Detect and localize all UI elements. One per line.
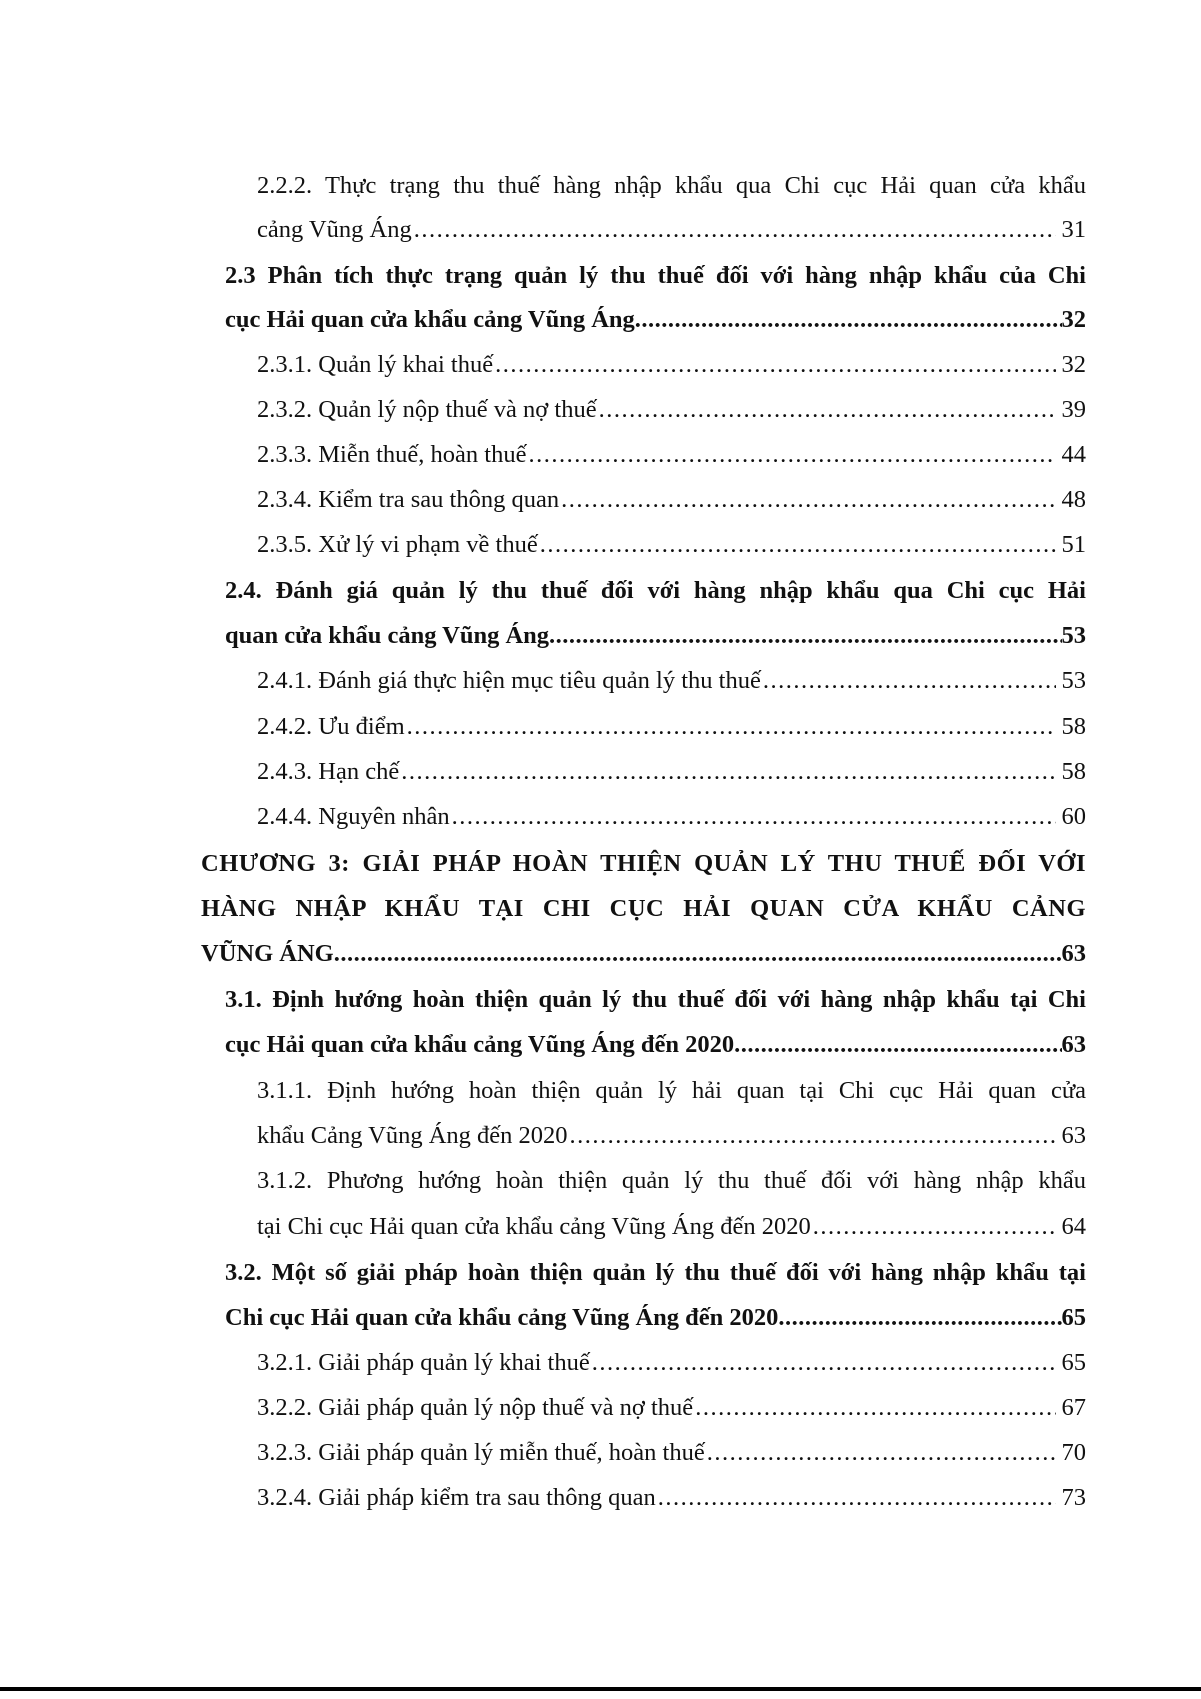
toc-entry-title: khẩu Cảng Vũng Áng đến 2020: [257, 1122, 568, 1149]
toc-entry-title: 2.3.5. Xử lý vi phạm về thuế: [257, 531, 538, 558]
dot-leader: [734, 1023, 1061, 1067]
dot-leader: [495, 343, 1055, 387]
toc-entry-title-line3: [201, 932, 1086, 976]
toc-page-number: 58: [1061, 758, 1086, 785]
toc-entry-title: cục Hải quan cửa khẩu cảng Vũng Áng: [225, 306, 635, 333]
toc-page-number: 65: [1061, 1349, 1086, 1376]
toc-page-number: 63: [1061, 940, 1086, 967]
toc-entry-title-line1: 3.1.1. Định hướng hoàn thiện quản lý hải quan tại Chi cục Hải quan cửa: [257, 1077, 1086, 1104]
toc-entry-title: 2.3.2. Quản lý nộp thuế và nợ thuế: [257, 396, 597, 423]
toc-entry-title: 2.4.4. Nguyên nhân: [257, 803, 450, 830]
toc-entry-title: 3.2.1. Giải pháp quản lý khai thuế: [257, 1349, 590, 1376]
toc-entry-title-line2: HÀNG NHẬP KHẨU TẠI CHI CỤC HẢI QUAN CỬA KHẨU CẢNG: [201, 895, 1086, 922]
dot-leader: [635, 298, 1062, 342]
toc-entry-title: quan cửa khẩu cảng Vũng Áng: [225, 622, 550, 649]
toc-page-number: 70: [1061, 1439, 1086, 1466]
toc-entry-title-line1: 3.1.2. Phương hướng hoàn thiện quản lý thu thuế đối với hàng nhập khẩu: [257, 1167, 1086, 1194]
toc-entry-title-line2: [225, 614, 1086, 658]
dot-leader: [452, 795, 1056, 839]
dot-leader: [599, 388, 1056, 432]
dot-leader: [407, 705, 1056, 749]
toc-entry-title-line2: [225, 1023, 1086, 1067]
toc-entry-title-line1: 2.3 Phân tích thực trạng quản lý thu thuế đối với hàng nhập khẩu của Chi: [225, 262, 1086, 289]
toc-entry-title-line1: 2.4. Đánh giá quản lý thu thuế đối với hàng nhập khẩu qua Chi cục Hải: [225, 577, 1086, 604]
toc-entry-title: 2.3.4. Kiểm tra sau thông quan: [257, 486, 560, 513]
toc-entry-title-line2: [257, 208, 1086, 252]
toc-entry-title: Chi cục Hải quan cửa khẩu cảng Vũng Áng đến 2020: [225, 1304, 779, 1331]
dot-leader: [695, 1386, 1055, 1430]
toc-page-number: 32: [1061, 306, 1086, 333]
dot-leader: [592, 1341, 1056, 1385]
dot-leader: [334, 932, 1062, 976]
toc-page-number: 58: [1061, 713, 1086, 740]
toc-page-number: 31: [1061, 216, 1086, 243]
toc-page-number: 67: [1061, 1394, 1086, 1421]
toc-entry-title: 2.3.3. Miễn thuế, hoàn thuế: [257, 441, 527, 468]
dot-leader: [570, 1114, 1056, 1158]
toc-page-number: 63: [1061, 1122, 1086, 1149]
toc-entry-title-line2: [257, 1114, 1086, 1158]
toc-entry-title: 3.2.3. Giải pháp quản lý miễn thuế, hoàn thuế: [257, 1439, 705, 1466]
toc-page-number: 64: [1061, 1213, 1086, 1240]
toc-entry-title: 2.4.2. Ưu điểm: [257, 713, 405, 740]
toc-entry-title-line2: [225, 1296, 1086, 1340]
dot-leader: [540, 523, 1056, 567]
toc-page-number: 32: [1061, 351, 1086, 378]
toc-entry-title: 3.2.2. Giải pháp quản lý nộp thuế và nợ thuế: [257, 1394, 694, 1421]
toc-entry-title: 2.3.1. Quản lý khai thuế: [257, 351, 494, 378]
dot-leader: [561, 478, 1055, 522]
page-bottom-edge: [0, 1687, 1201, 1691]
toc-page-number: 63: [1061, 1031, 1086, 1058]
dot-leader: [763, 659, 1056, 703]
toc-entry-title: VŨNG ÁNG: [201, 940, 334, 967]
toc-page-number: 65: [1061, 1304, 1086, 1331]
toc-entry-title: 3.2.4. Giải pháp kiểm tra sau thông quan: [257, 1484, 656, 1511]
toc-page-number: 39: [1061, 396, 1086, 423]
toc-page-number: 53: [1061, 622, 1086, 649]
toc-page-number: 44: [1061, 441, 1086, 468]
toc-entry-title: cục Hải quan cửa khẩu cảng Vũng Áng đến 2020: [225, 1031, 735, 1058]
toc-entry-title: cảng Vũng Áng: [257, 216, 412, 243]
toc-page-number: 53: [1061, 667, 1086, 694]
toc-entry-title: 2.4.3. Hạn chế: [257, 758, 400, 785]
dot-leader: [549, 614, 1061, 658]
dot-leader: [414, 208, 1056, 252]
toc-entry-title-line1: 2.2.2. Thực trạng thu thuế hàng nhập khẩu qua Chi cục Hải quan cửa khẩu: [257, 172, 1086, 199]
toc-entry-title-line2: [225, 298, 1086, 342]
toc-page-number: 60: [1061, 803, 1086, 830]
dot-leader: [528, 433, 1055, 477]
dot-leader: [778, 1296, 1061, 1340]
dot-leader: [401, 750, 1055, 794]
toc-entry-title-line2: [257, 1205, 1086, 1249]
toc-entry-title-line1: 3.2. Một số giải pháp hoàn thiện quản lý thu thuế đối với hàng nhập khẩu tại: [225, 1259, 1086, 1286]
dot-leader: [707, 1431, 1056, 1475]
dot-leader: [658, 1476, 1056, 1520]
toc-page-number: 48: [1061, 486, 1086, 513]
toc-entry-title: 2.4.1. Đánh giá thực hiện mục tiêu quản lý thu thuế: [257, 667, 761, 694]
toc-page-number: 51: [1061, 531, 1086, 558]
toc-entry-title-line1: CHƯƠNG 3: GIẢI PHÁP HOÀN THIỆN QUẢN LÝ THU THUẾ ĐỐI VỚI: [201, 850, 1086, 877]
toc-page-number: 73: [1061, 1484, 1086, 1511]
dot-leader: [813, 1205, 1056, 1249]
toc-entry-title: tại Chi cục Hải quan cửa khẩu cảng Vũng Áng đến 2020: [257, 1213, 811, 1240]
toc-entry-title-line1: 3.1. Định hướng hoàn thiện quản lý thu thuế đối với hàng nhập khẩu tại Chi: [225, 986, 1086, 1013]
